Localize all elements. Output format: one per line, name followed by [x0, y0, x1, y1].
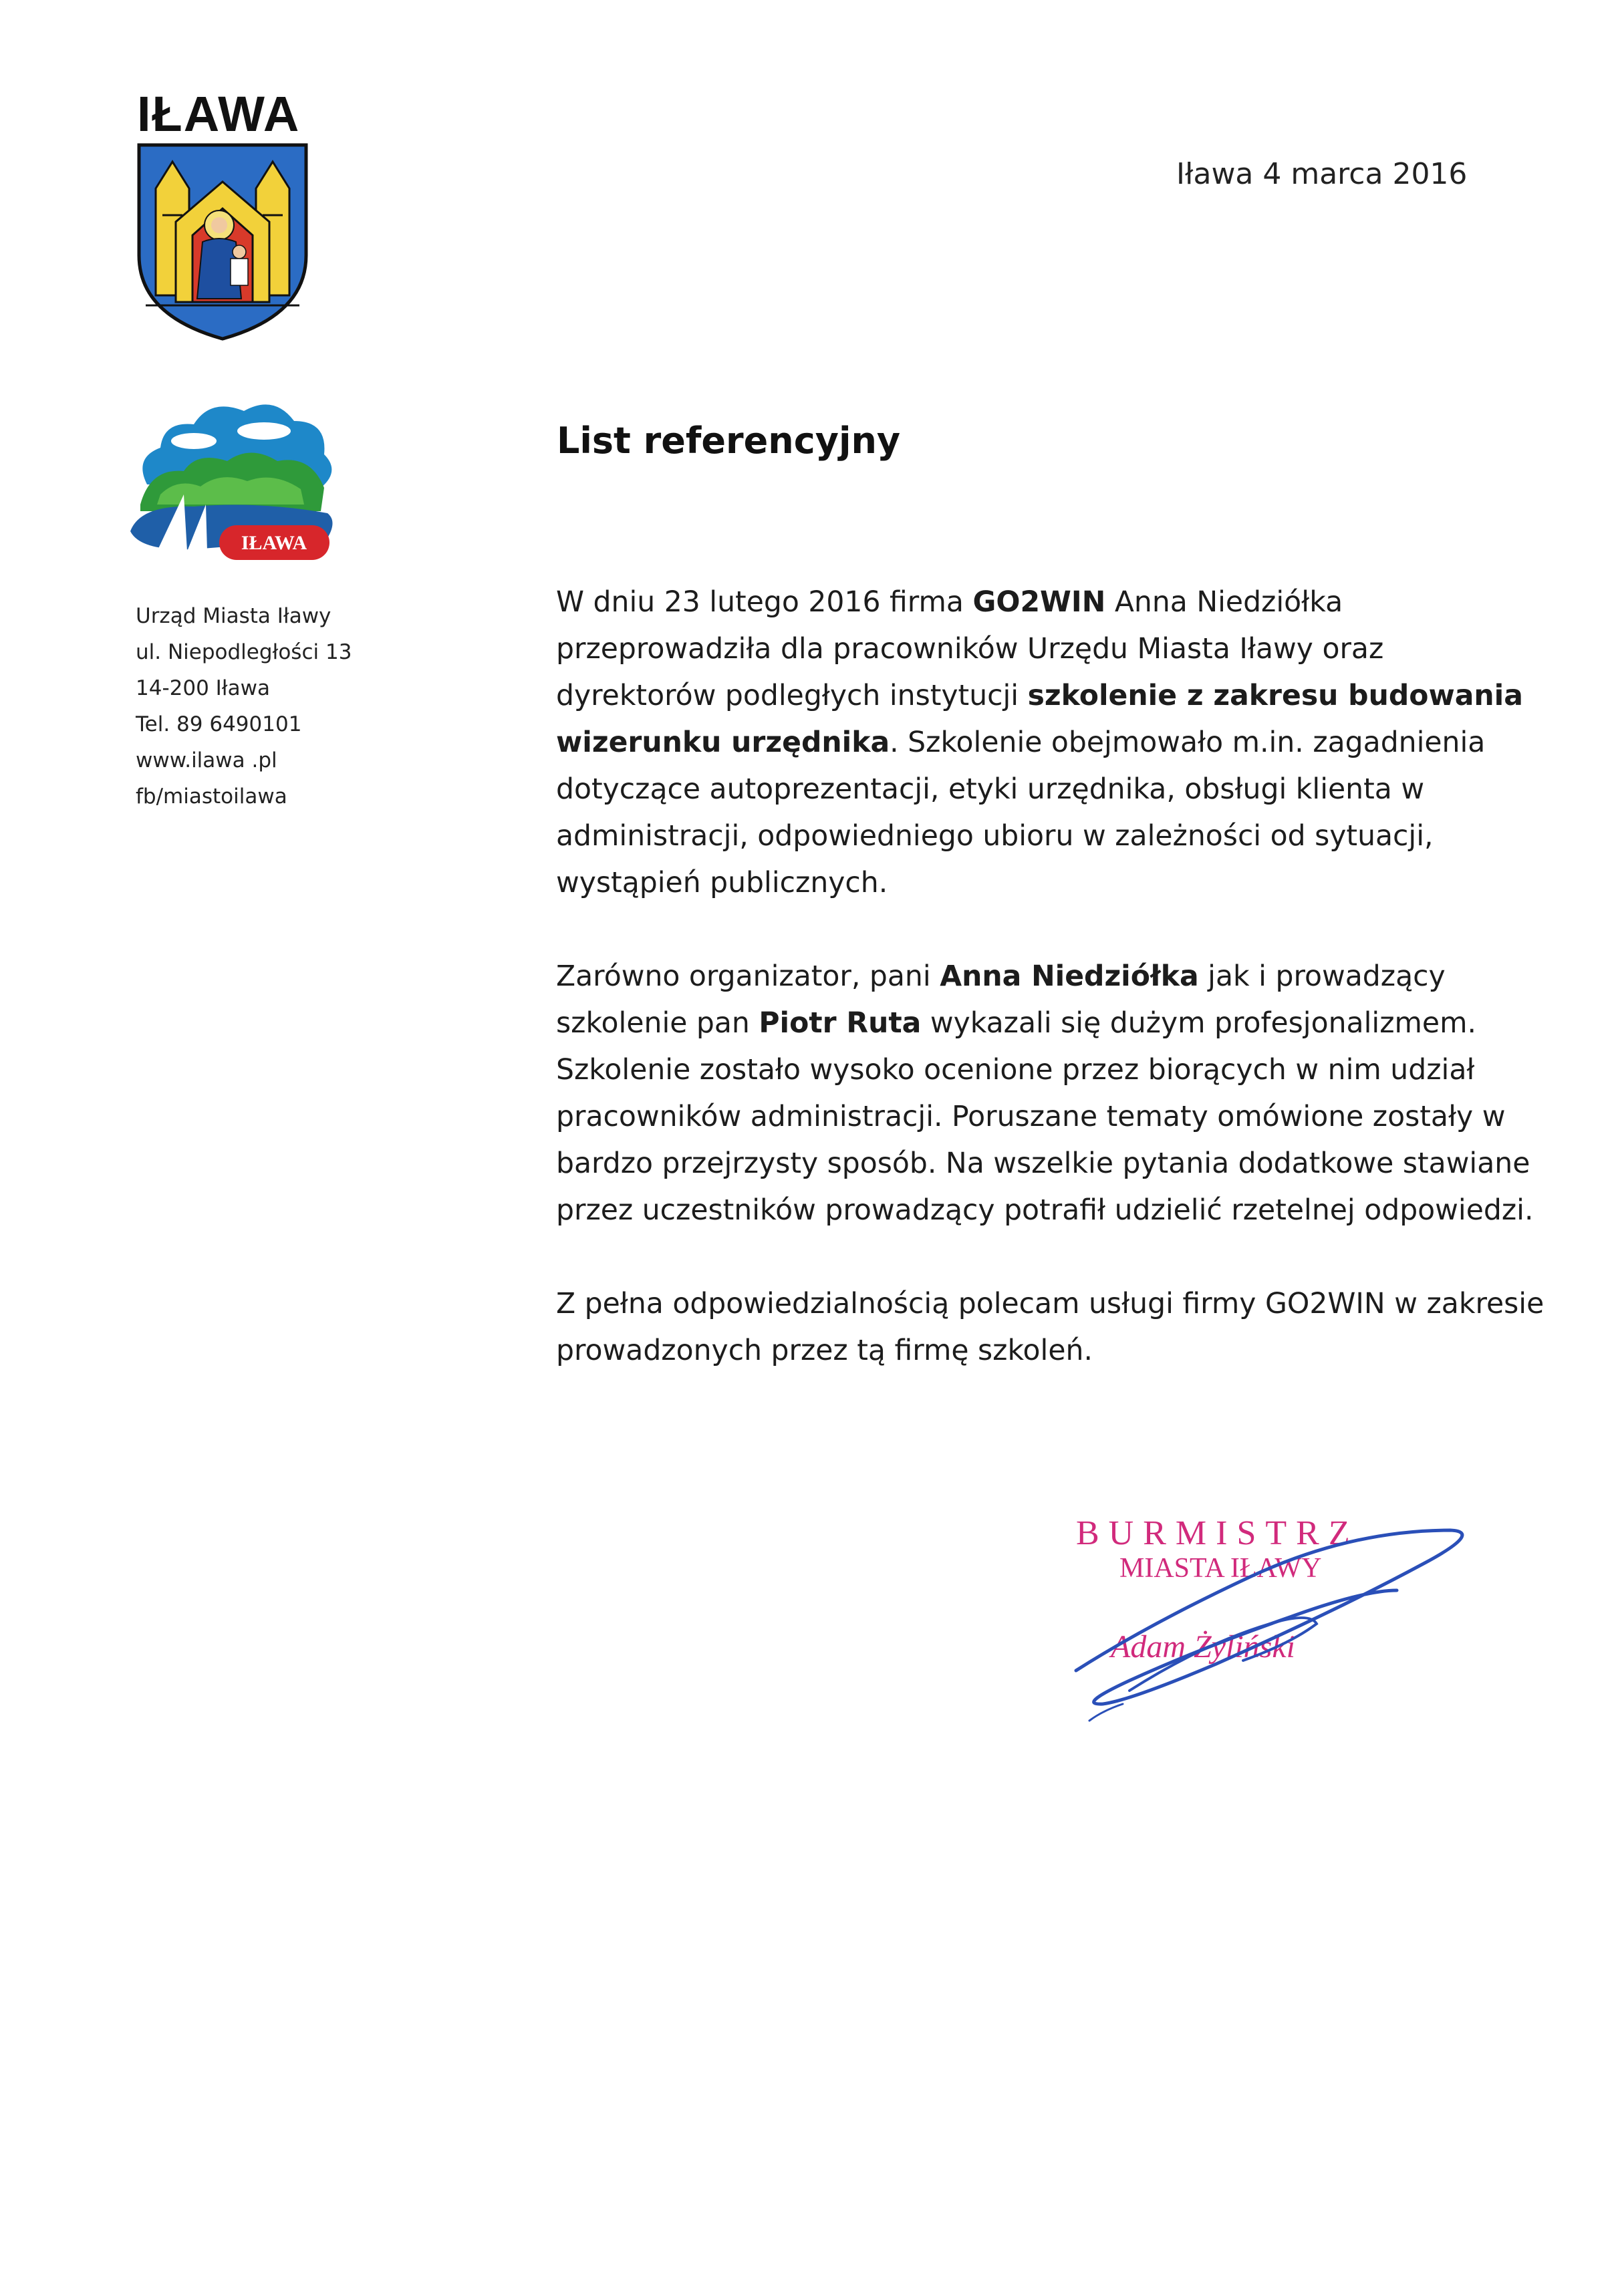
paragraph-1 — [556, 579, 1525, 907]
logo-text: IŁAWA — [241, 532, 307, 554]
body-line: prowadzonych przez tą firmę szkoleń. — [556, 1334, 1093, 1367]
sender-line: fb/miastoilawa — [136, 784, 287, 809]
sender-line: 14-200 Iława — [136, 676, 270, 700]
body-line: Szkolenie zostało wysoko ocenione przez biorących w nim udział — [556, 1054, 1475, 1087]
sender-line: Tel. 89 6490101 — [136, 712, 302, 736]
sender-line: www.ilawa .pl — [136, 748, 277, 772]
stamp-subtitle: MIASTA IŁAWY — [1119, 1553, 1322, 1584]
paragraph-2 — [556, 954, 1534, 1234]
body-line: administracji, odpowiedniego ubioru w zależności od sytuacji, — [556, 820, 1434, 853]
sender-line: ul. Niepodległości 13 — [136, 640, 352, 664]
city-logo-icon — [120, 394, 348, 571]
body-line: wizerunku urzędnika. Szkolenie obejmowało m.in. zagadnienia — [556, 726, 1486, 759]
sender-address — [136, 598, 352, 815]
body-line: szkolenie pan Piotr Ruta wykazali się dużym profesjonalizmem. — [556, 1007, 1476, 1040]
body-line: bardzo przejrzysty sposób. Na wszelkie pytania dodatkowe stawiane — [556, 1147, 1530, 1180]
letter-title: List referencyjny — [557, 420, 901, 462]
letter-body — [556, 579, 1545, 1421]
stamp-name: Adam Żyliński — [1111, 1629, 1295, 1665]
body-line: Zarówno organizator, pani Anna Niedziółka jak i prowadzący — [556, 960, 1446, 993]
body-line: dotyczące autoprezentacji, etyki urzędnika, obsługi klienta w — [556, 773, 1425, 806]
body-line: pracowników administracji. Poruszane tematy omówione zostały w — [556, 1101, 1506, 1133]
body-line: W dniu 23 lutego 2016 firma GO2WIN Anna Niedziółka — [556, 586, 1343, 619]
body-line: przeprowadziła dla pracowników Urzędu Miasta Iławy oraz — [556, 633, 1384, 666]
handwritten-signature — [1049, 1490, 1477, 1731]
paragraph-3 — [556, 1281, 1545, 1375]
body-line: przez uczestników prowadzący potrafił udzielić rzetelnej odpowiedzi. — [556, 1194, 1534, 1227]
town-name: IŁAWA — [137, 86, 301, 142]
coat-of-arms-icon — [136, 142, 309, 342]
letter-date: Iława 4 marca 2016 — [1176, 157, 1468, 191]
body-line: Z pełna odpowiedzialnością polecam usługi firmy GO2WIN w zakresie — [556, 1288, 1545, 1320]
sender-line: Urząd Miasta Iławy — [136, 604, 331, 628]
body-line: wystąpień publicznych. — [556, 867, 888, 899]
stamp-title: BURMISTRZ — [1076, 1514, 1359, 1552]
body-line: dyrektorów podległych instytucji szkolenie z zakresu budowania — [556, 680, 1523, 712]
